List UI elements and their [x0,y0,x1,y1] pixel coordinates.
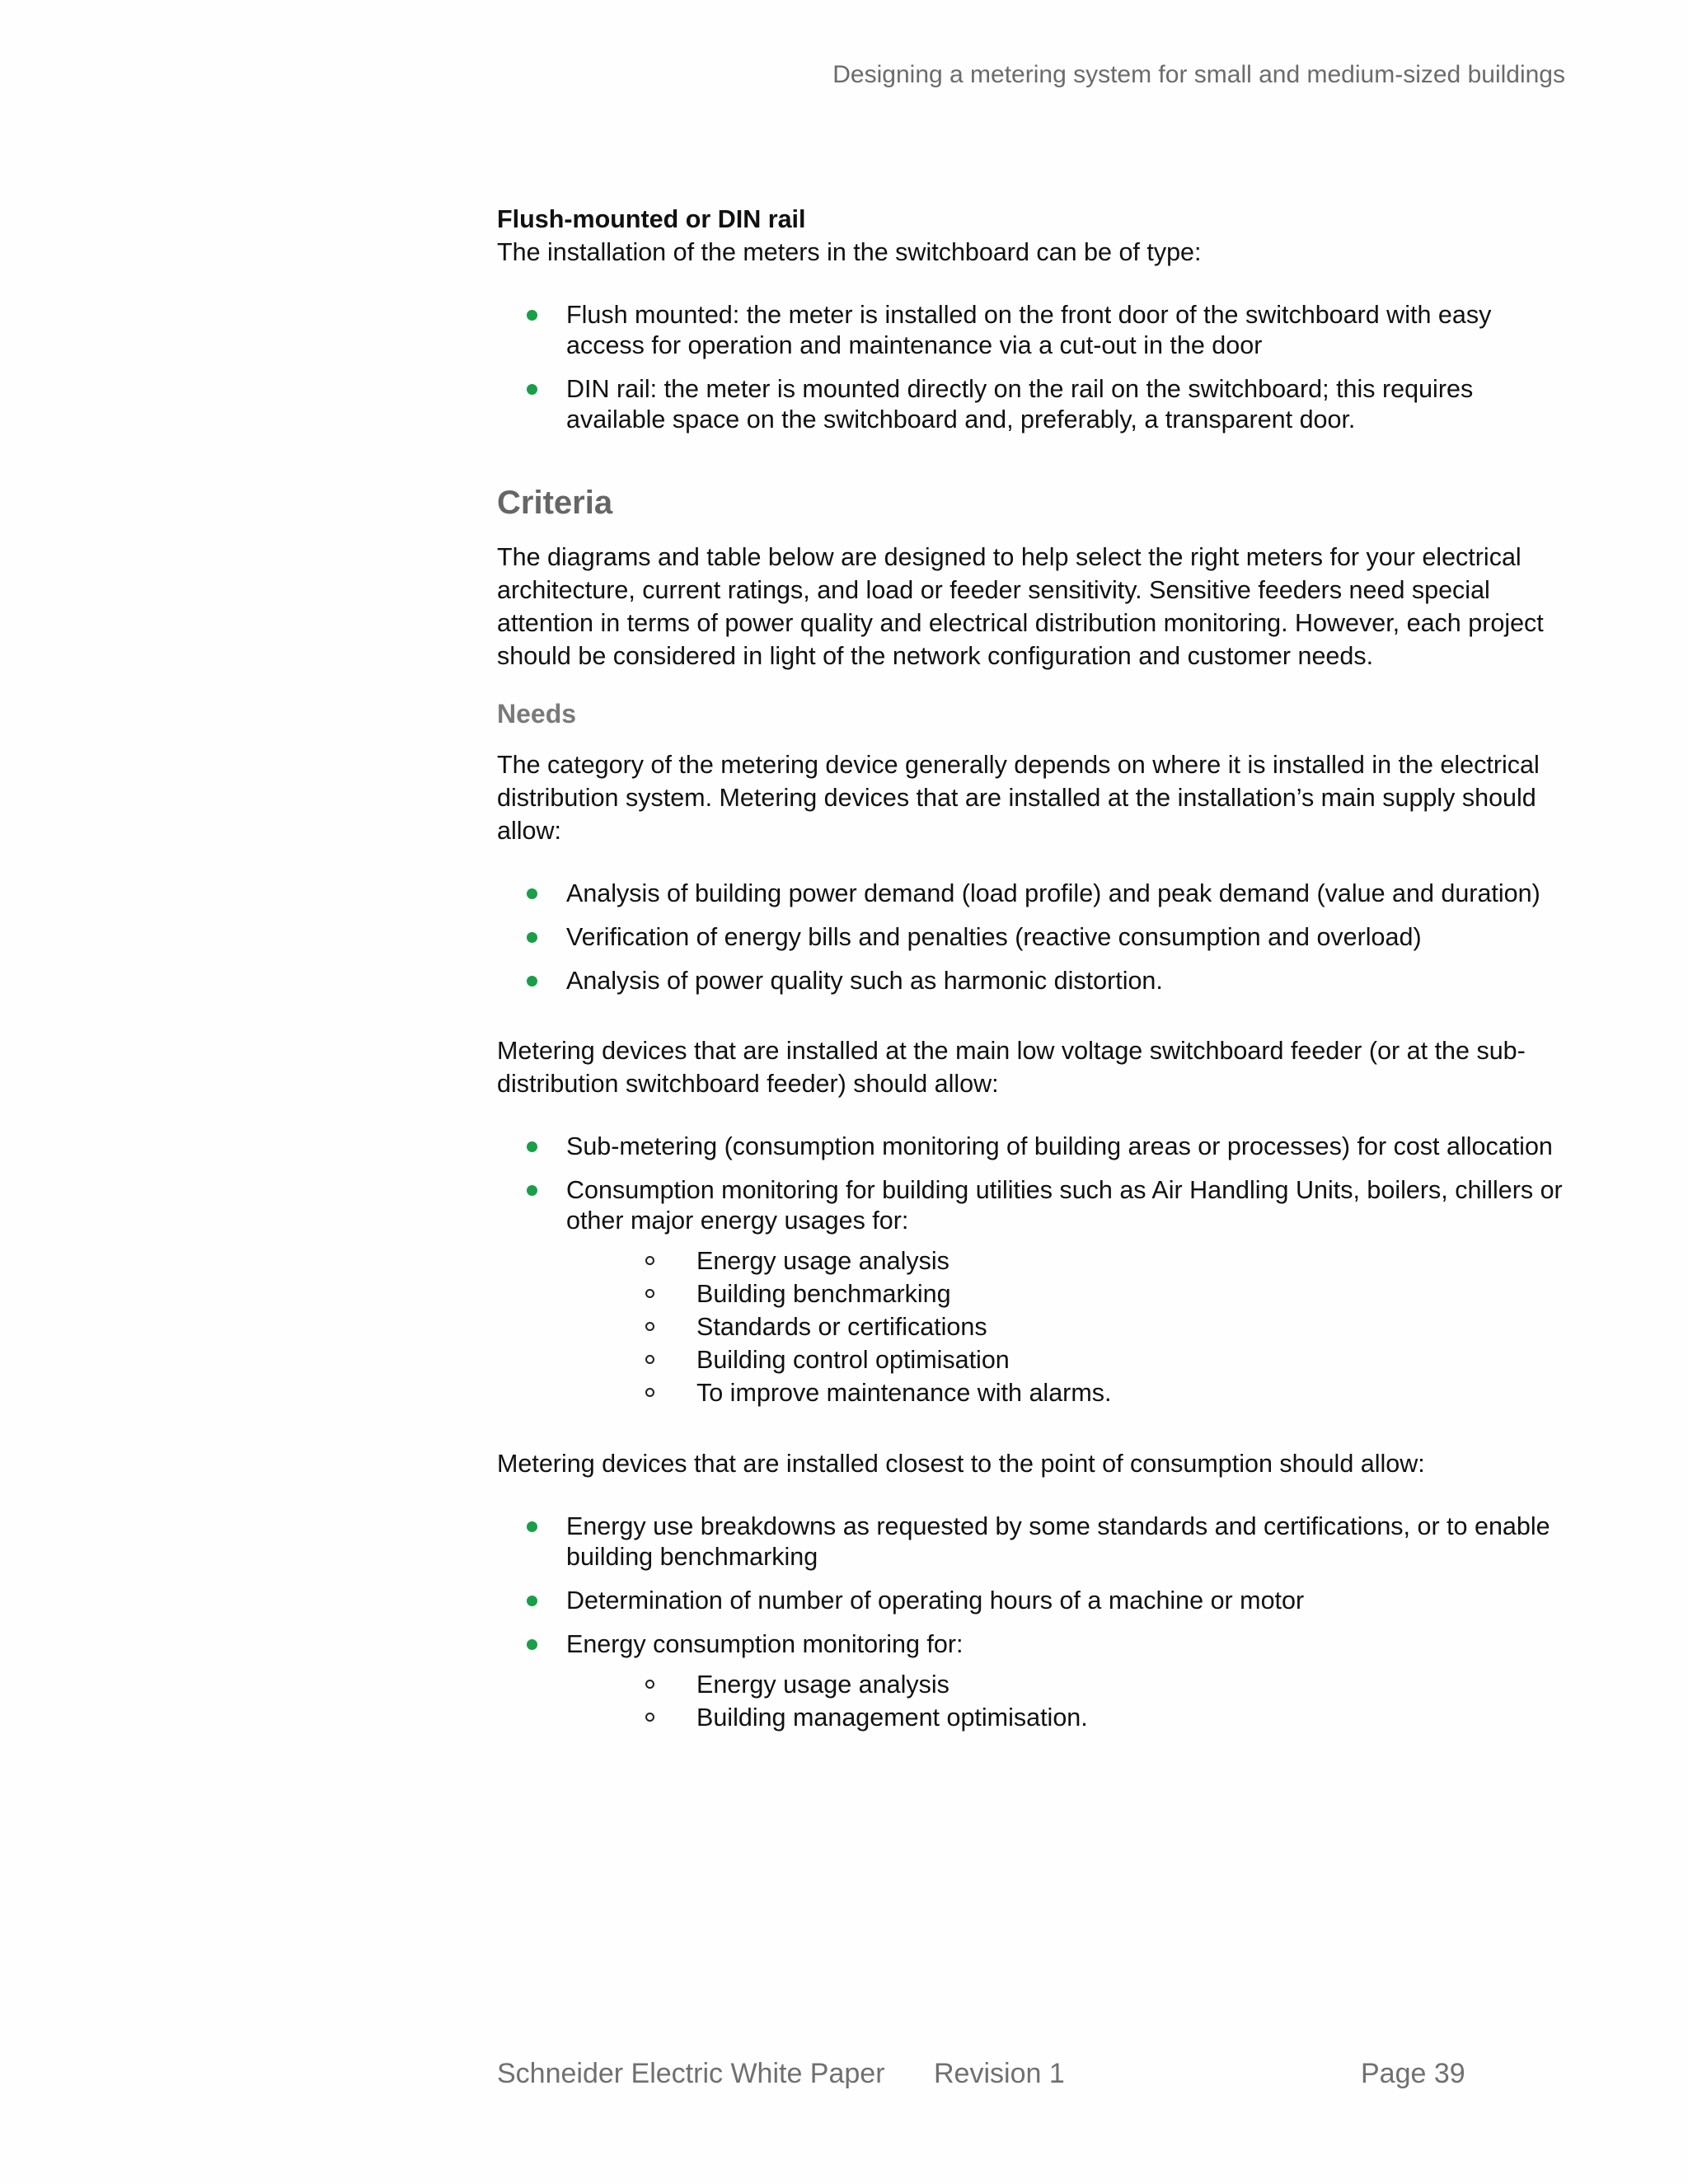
footer-page-number: Page 39 [1361,2058,1465,2089]
sub-list-item-text: Energy usage analysis [696,1247,950,1275]
circle-bullet-icon [645,1322,654,1331]
sub-list-item-text: Building benchmarking [696,1280,951,1308]
circle-bullet-icon [645,1388,654,1397]
paragraph-feeder-intro: Metering devices that are installed at the main low voltage switchboard feeder (or at the sub-distribution switchboard feeder) should allow: [497,1037,1526,1098]
bullet-icon [527,384,537,395]
sub-list-item-text: Standards or certifications [696,1313,987,1341]
circle-bullet-icon [645,1680,654,1689]
paragraph-needs-intro: The category of the metering device generally depends on where it is installed in the electrical distribution system. Metering devices that are installed at the installation’s main supply should allow: [497,751,1540,845]
bullet-list-feeder [497,1132,1568,1236]
list-item [497,1175,1568,1236]
bullet-icon [527,310,537,321]
section-heading-criteria: Criteria [497,485,613,521]
sub-list-consumption-usages [497,1668,1568,1734]
list-item [497,300,1568,361]
list-item-text: Analysis of building power demand (load profile) and peak demand (value and duration) [566,879,1540,907]
list-item-text: DIN rail: the meter is mounted directly on the rail on the switchboard; this requires available space on the switchboard and, preferably, a transparent door. [566,375,1474,434]
page-content [497,203,1568,1734]
footer-revision: Revision 1 [934,2058,1065,2089]
list-item-text: Flush mounted: the meter is installed on the front door of the switchboard with easy access for operation and maintenance via a cut-out in the door [566,301,1492,359]
list-item-text: Verification of energy bills and penalties (reactive consumption and overload) [566,923,1422,951]
sub-list-feeder-usages [497,1244,1568,1409]
bullet-icon [527,1185,537,1196]
list-item [497,1586,1568,1616]
sub-list-item-text: Building management optimisation. [696,1704,1088,1732]
list-item [497,966,1568,996]
sub-list-item [497,1244,1568,1277]
bullet-list-mount-types [497,300,1568,435]
paragraph-installation-intro: The installation of the meters in the switchboard can be of type: [497,238,1202,266]
list-item-text: Energy consumption monitoring for: [566,1630,964,1658]
sub-list-item-text: Energy usage analysis [696,1671,950,1699]
list-item-text: Energy use breakdowns as requested by some standards and certifications, or to enable building benchmarking [566,1512,1550,1571]
sub-list-item [497,1668,1568,1701]
bullet-icon [527,1639,537,1650]
list-item-text: Analysis of power quality such as harmonic distortion. [566,967,1163,995]
bullet-icon [527,1596,537,1606]
list-item-text: Determination of number of operating hours of a machine or motor [566,1586,1305,1615]
sub-list-item [497,1376,1568,1409]
bullet-icon [527,1521,537,1532]
paragraph-consumption-intro: Metering devices that are installed closest to the point of consumption should allow: [497,1450,1425,1478]
list-item [497,922,1568,953]
list-item-text: Consumption monitoring for building utilities such as Air Handling Units, boilers, chillers or other major energy usages for: [566,1176,1563,1235]
circle-bullet-icon [645,1256,654,1265]
list-item [497,879,1568,909]
subsection-heading-needs: Needs [497,699,577,729]
bullet-list-consumption [497,1511,1568,1660]
list-item [497,1511,1568,1572]
paragraph-criteria: The diagrams and table below are designed to help select the right meters for your electrical architecture, current ratings, and load or feeder sensitivity. Sensitive feeders need special attention in terms of power quality and electrical distribution monitoring. However, each project should be considered in light of the network configuration and customer needs. [497,543,1544,670]
circle-bullet-icon [645,1289,654,1298]
sub-list-item [497,1701,1568,1734]
sub-list-item-text: Building control optimisation [696,1346,1010,1374]
sub-list-item-text: To improve maintenance with alarms. [696,1379,1112,1407]
subheading-flush-mounted: Flush-mounted or DIN rail [497,205,806,233]
bullet-icon [527,976,537,987]
bullet-icon [527,888,537,899]
sub-list-item [497,1343,1568,1376]
sub-list-item [497,1310,1568,1343]
list-item [497,1132,1568,1162]
bullet-icon [527,932,537,943]
list-item [497,1629,1568,1660]
circle-bullet-icon [645,1355,654,1364]
bullet-list-main-supply [497,879,1568,996]
list-item-text: Sub-metering (consumption monitoring of building areas or processes) for cost allocation [566,1132,1553,1160]
circle-bullet-icon [645,1713,654,1722]
sub-list-item [497,1277,1568,1310]
running-header: Designing a metering system for small and medium-sized buildings [832,61,1565,88]
list-item [497,374,1568,435]
bullet-icon [527,1141,537,1152]
footer-publisher: Schneider Electric White Paper [497,2058,885,2089]
